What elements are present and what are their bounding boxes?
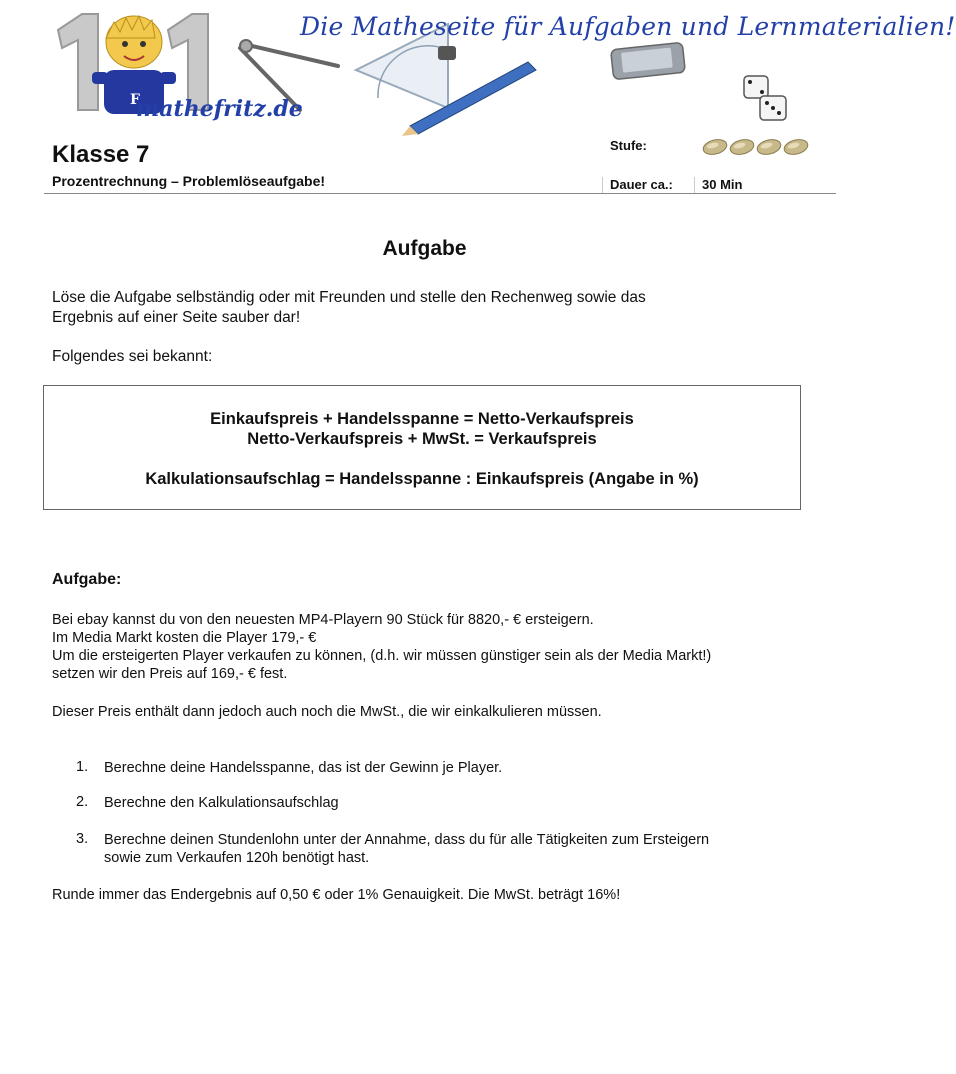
dice-icon bbox=[744, 76, 786, 120]
divider bbox=[602, 177, 603, 194]
site-brand-link[interactable]: mathefritz.de bbox=[136, 96, 303, 122]
calculator-icon bbox=[611, 42, 686, 79]
formula-line: Kalkulationsaufschlag = Handelsspanne : Einkaufspreis (Angabe in %) bbox=[145, 470, 699, 488]
level-stone-icon bbox=[729, 137, 755, 157]
question-number: 1. bbox=[76, 759, 89, 775]
question-text: sowie zum Verkaufen 120h benötigt hast. bbox=[104, 850, 370, 866]
duration-label: Dauer ca.: bbox=[610, 177, 673, 192]
page-heading: Aufgabe bbox=[382, 237, 467, 260]
question-text: Berechne deinen Stundenlohn unter der Annahme, dass du für alle Tätigkeiten zum Ersteigern bbox=[104, 832, 710, 848]
task-heading: Aufgabe: bbox=[52, 571, 122, 588]
header-rule bbox=[44, 193, 836, 194]
grade-title: Klasse 7 bbox=[52, 141, 150, 168]
divider bbox=[694, 177, 695, 194]
question-number: 3. bbox=[76, 831, 89, 847]
level-stone-icon bbox=[783, 137, 809, 157]
task-text-line: Im Media Markt kosten die Player 179,- € bbox=[52, 630, 317, 646]
site-slogan: Die Matheseite für Aufgaben und Lernmaterialien! bbox=[300, 12, 956, 41]
known-label: Folgendes sei bekannt: bbox=[52, 348, 213, 365]
header-banner bbox=[0, 0, 956, 138]
footer-note: Runde immer das Endergebnis auf 0,50 € oder 1% Genauigkeit. Die MwSt. beträgt 16%! bbox=[52, 887, 621, 903]
sharpener-icon bbox=[438, 46, 456, 60]
task-text-line: Um die ersteigerten Player verkaufen zu können, (d.h. wir müssen günstiger sein als der Media Markt!) bbox=[52, 648, 712, 664]
intro-text-line: Ergebnis auf einer Seite sauber dar! bbox=[52, 309, 301, 326]
question-number: 2. bbox=[76, 794, 89, 810]
level-stone-icon bbox=[702, 137, 728, 157]
task-note: Dieser Preis enthält dann jedoch auch noch die MwSt., die wir einkalkulieren müssen. bbox=[52, 704, 602, 720]
question-text: Berechne den Kalkulationsaufschlag bbox=[104, 795, 339, 811]
task-text-line: Bei ebay kannst du von den neuesten MP4-Playern 90 Stück für 8820,- € ersteigern. bbox=[52, 612, 594, 628]
duration-value: 30 Min bbox=[702, 177, 743, 192]
formula-line: Netto-Verkaufspreis + MwSt. = Verkaufspreis bbox=[247, 430, 597, 448]
level-stone-icon bbox=[756, 137, 782, 157]
formula-line: Einkaufspreis + Handelsspanne = Netto-Verkaufspreis bbox=[210, 410, 634, 428]
question-text: Berechne deine Handelsspanne, das ist der Gewinn je Player. bbox=[104, 760, 503, 776]
task-text-line: setzen wir den Preis auf 169,- € fest. bbox=[52, 666, 288, 682]
formula-box bbox=[43, 385, 801, 510]
shirt-letter: F bbox=[130, 92, 140, 108]
intro-text-line: Löse die Aufgabe selbständig oder mit Freunden und stelle den Rechenweg sowie das bbox=[52, 289, 646, 306]
worksheet-subtitle: Prozentrechnung – Problemlöseaufgabe! bbox=[52, 173, 326, 189]
number-one-left-icon bbox=[58, 14, 98, 110]
level-label: Stufe: bbox=[610, 138, 647, 153]
